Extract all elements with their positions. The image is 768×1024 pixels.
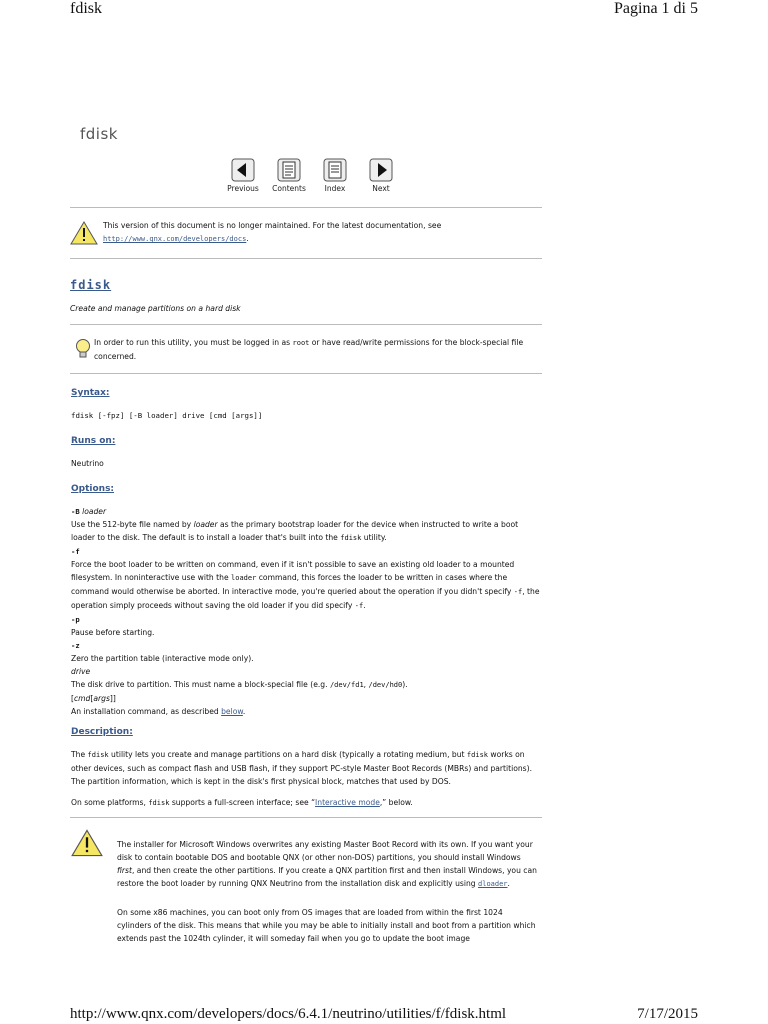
divider: [70, 324, 542, 325]
document-icon: [277, 158, 301, 182]
option-f-desc-b: command, this forces the loader to be written in cases where the command would otherwise be aborted. In interactive mode, you're queried about the operation if you didn't specify: [71, 573, 514, 596]
option-z-flag: -z: [71, 641, 80, 650]
divider: [70, 373, 542, 374]
deprecation-notice: [70, 219, 542, 249]
syntax-line: fdisk [-fpz] [-B loader] drive [cmd [args]]: [71, 411, 263, 420]
option-drive-dev2: /dev/hd0: [368, 681, 403, 689]
nav-contents-label: Contents: [272, 184, 306, 193]
option-B-desc-b: as the primary bootstrap loader for the device when instructed to write a boot loader to the disk. The default is to install a loader that's built into the: [71, 520, 519, 542]
desc-p1-fdisk2: fdisk: [466, 751, 488, 759]
desc-p2-b: supports a full-screen interface; see “: [169, 798, 316, 807]
option-f-desc-loader: loader: [231, 574, 257, 582]
nav-contents[interactable]: [266, 158, 312, 193]
options-list: [71, 505, 541, 718]
description-paragraph-1: [71, 748, 541, 788]
option-f-desc-f1: -f: [513, 588, 523, 596]
notice-link[interactable]: http://www.qnx.com/developers/docs: [103, 235, 247, 243]
runs-on-heading: Runs on:: [71, 436, 116, 446]
desc-p1-fdisk1: fdisk: [87, 751, 109, 759]
nav-previous-label: Previous: [227, 184, 259, 193]
option-drive: [71, 665, 541, 678]
index-icon: [323, 158, 347, 182]
option-cmd-close: ]]: [109, 694, 116, 703]
tip-text-b: or have read/write permissions for the block-special file concerned.: [94, 338, 524, 361]
desc-p2-c: ,” below.: [379, 798, 413, 807]
description-paragraph-2: [71, 796, 541, 810]
divider: [70, 258, 542, 259]
warn-p1-a: The installer for Microsoft Windows overwrites any existing Master Boot Record with its own. If you want your disk to contain bootable DOS and bootable QNX (or other non-DOS) partitions, you should install Windows: [117, 840, 533, 862]
utility-heading: fdisk: [70, 278, 112, 292]
page-header-title: fdisk: [70, 0, 102, 17]
option-args-arg: args: [93, 694, 110, 703]
option-f-desc-f2: -f: [354, 602, 364, 610]
option-z: [71, 639, 541, 652]
divider: [70, 207, 542, 208]
option-B-desc: [71, 518, 541, 545]
description-heading: Description:: [71, 727, 133, 737]
tip-root: root: [292, 339, 310, 347]
desc-p2-a: On some platforms,: [71, 798, 149, 807]
windows-warning-paragraph-2: On some x86 machines, you can boot only from OS images that are loaded from within the first 1024 cylinders of the disk. This means that while you may be able to initially install and boot from a partition which extends past the 1024th cylinder, it will someday fail when you go to update the boot image: [117, 908, 536, 943]
dloader-link[interactable]: dloader: [478, 880, 508, 888]
option-cmd-desc-b: .: [242, 707, 246, 716]
document-title: fdisk: [80, 125, 118, 143]
tip-text-a: In order to run this utility, you must be logged in as: [94, 338, 293, 347]
option-f-flag: -f: [71, 547, 80, 556]
windows-warning-paragraph-1: [117, 838, 537, 891]
option-drive-desc-a: The disk drive to partition. This must name a block-special file (e.g.: [71, 680, 330, 689]
warn-p1-first: first: [117, 866, 132, 875]
option-cmd-desc: [71, 705, 541, 718]
desc-p2-fdisk: fdisk: [148, 799, 170, 807]
option-f-desc-d: .: [363, 601, 366, 610]
warn-p1-b: , and then create the other partitions. If you create a QNX partition first and then install Windows, you can restore the boot loader by running QNX Neutrino from the installation disk and explicitly using: [117, 866, 537, 888]
option-B: [71, 505, 541, 518]
nav-next[interactable]: [358, 158, 404, 193]
option-B-desc-fdisk: fdisk: [340, 534, 362, 542]
below-link[interactable]: below: [221, 707, 243, 716]
option-cmd-desc-a: An installation command, as described: [71, 707, 222, 716]
page-header-page-number: Pagina 1 di 5: [614, 0, 698, 17]
option-B-desc-a: Use the 512-byte file named by: [71, 520, 194, 529]
permissions-tip: [70, 336, 542, 364]
page-footer-url: http://www.qnx.com/developers/docs/6.4.1/neutrino/utilities/f/fdisk.html: [70, 1006, 507, 1022]
runs-on-value: Neutrino: [71, 459, 104, 468]
warning-icon: [70, 221, 98, 245]
option-z-desc: Zero the partition table (interactive mode only).: [71, 654, 254, 663]
arrow-left-icon: [231, 158, 255, 182]
options-heading: Options:: [71, 484, 115, 494]
option-f: [71, 545, 541, 558]
option-p: [71, 613, 541, 626]
syntax-heading: Syntax:: [71, 388, 110, 398]
option-B-desc-c: utility.: [361, 533, 387, 542]
divider: [70, 817, 542, 818]
option-cmd-arg: cmd: [73, 694, 91, 703]
nav-index[interactable]: [312, 158, 358, 193]
option-cmd: [71, 692, 541, 705]
warning-icon: [71, 829, 103, 857]
option-B-flag: -B: [71, 507, 80, 516]
option-p-flag: -p: [71, 615, 80, 624]
warn-p1-c: .: [507, 879, 510, 888]
nav-previous[interactable]: [220, 158, 266, 193]
option-f-desc: [71, 558, 541, 613]
notice-end: .: [246, 234, 249, 243]
desc-p1-a: The: [71, 750, 88, 759]
desc-p1-b: utility lets you create and manage partitions on a hard disk (typically a rotating medium, but: [108, 750, 467, 759]
utility-subtitle: Create and manage partitions on a hard disk: [70, 304, 241, 313]
option-cmd-open: [: [71, 694, 74, 703]
option-p-desc: Pause before starting.: [71, 628, 155, 637]
doc-navigation: [220, 158, 404, 193]
notice-text: This version of this document is no longer maintained. For the latest documentation, see: [103, 221, 442, 230]
option-B-desc-loader: loader: [193, 520, 218, 529]
option-f-desc-a: Force the boot loader to be written on command, even if it isn't possible to save an existing old loader to a mounted filesystem. In noninteractive use with the: [71, 560, 515, 582]
page-footer-date: 7/17/2015: [637, 1006, 698, 1022]
option-f-desc-c: , the operation simply proceeds without saving the old loader if you did specify: [71, 587, 540, 610]
option-drive-desc: [71, 678, 541, 692]
arrow-right-icon: [369, 158, 393, 182]
nav-index-label: Index: [324, 184, 346, 193]
option-cmd-mid: [: [90, 694, 94, 703]
option-B-arg: loader: [82, 507, 107, 516]
lightbulb-icon: [75, 338, 91, 360]
option-drive-sep: ,: [363, 680, 369, 689]
option-drive-arg: drive: [71, 667, 91, 676]
desc-p1-c: works on other devices, such as compact flash and USB flash, if they support PC-style Master Boot Records (MBRs) and partitions). The partition information, which is kept in the disk's first physical block, matches that used by DOS.: [71, 750, 533, 786]
nav-next-label: Next: [372, 184, 390, 193]
option-drive-desc-b: ).: [402, 680, 408, 689]
interactive-mode-link[interactable]: Interactive mode: [315, 798, 380, 807]
option-drive-dev1: /dev/fd1: [329, 681, 364, 689]
